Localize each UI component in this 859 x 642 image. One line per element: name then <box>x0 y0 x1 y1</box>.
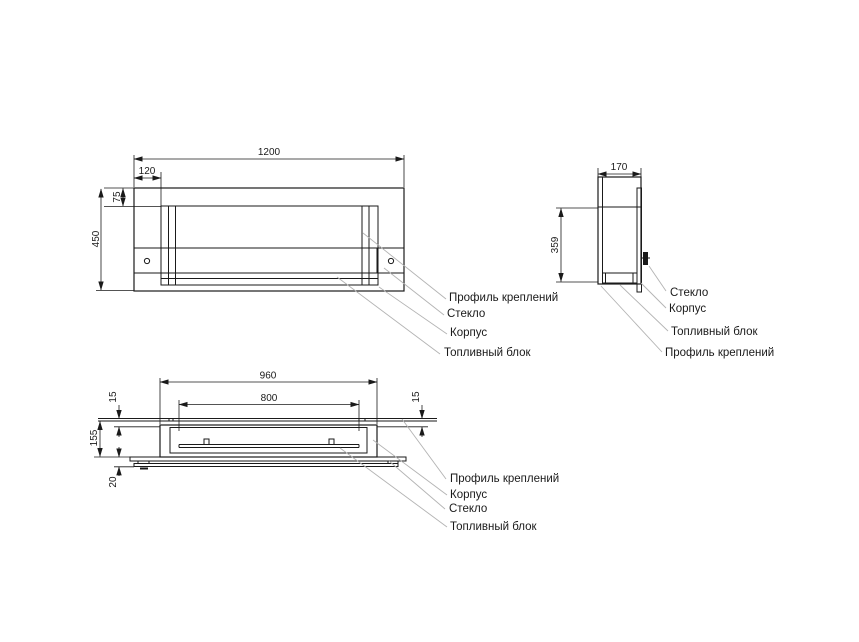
leader-line-glass <box>649 266 666 291</box>
dim-bottom-side-offset-left: 15 <box>108 391 119 403</box>
dim-side-depth: 170 <box>610 162 628 173</box>
side-fuel-block <box>603 273 638 283</box>
dim-bottom-side-offset-right: 15 <box>411 391 422 403</box>
bottom-callout-body: Корпус <box>450 489 488 501</box>
dim-front-height: 450 <box>91 230 102 248</box>
dim-front-top-inset: 75 <box>112 191 123 203</box>
leader-line-fuel-block <box>340 448 447 527</box>
dim-side-front-height: 359 <box>550 236 561 254</box>
side-callout-glass: Стекло <box>670 287 709 299</box>
front-callout-body: Корпус <box>450 327 488 339</box>
dim-front-width: 1200 <box>257 147 281 158</box>
mounting-hole-right <box>388 258 393 263</box>
leader-line-fuel-block <box>337 277 440 354</box>
bottom-callout-fuel-block: Топливный блок <box>450 521 537 533</box>
front-view <box>91 147 558 359</box>
front-callout-glass: Стекло <box>447 308 486 320</box>
side-callout-fuel-block: Топливный блок <box>671 326 758 338</box>
bottom-view <box>89 371 559 534</box>
front-mount-tab-left <box>134 248 161 273</box>
dim-bottom-depth: 155 <box>89 429 100 447</box>
front-mount-tab-right <box>377 248 404 273</box>
bottom-lower-bar <box>134 464 398 467</box>
front-body-outline <box>134 188 404 291</box>
burner-notch <box>329 439 334 445</box>
front-callout-profile: Профиль креплений <box>449 292 559 304</box>
bottom-glass-bar <box>130 457 406 461</box>
bottom-inner-outline <box>170 428 367 454</box>
side-body-outline <box>598 177 641 284</box>
leader-line-glass <box>389 461 445 509</box>
dim-bottom-burner-width: 800 <box>260 393 278 404</box>
bottom-callout-profile: Профиль креплений <box>450 473 560 485</box>
burner-notch <box>204 439 209 445</box>
dim-front-left-inset: 120 <box>138 166 156 177</box>
bottom-clip-mark <box>140 468 148 470</box>
dim-bottom-profile-width: 960 <box>259 370 277 382</box>
bottom-body-outline <box>160 425 377 457</box>
leader-line-body <box>641 283 666 308</box>
leader-line-body <box>373 440 447 495</box>
mounting-hole-left <box>144 258 149 263</box>
side-callout-body: Корпус <box>669 303 707 315</box>
front-callout-fuel-block: Топливный блок <box>444 347 531 359</box>
dim-bottom-front-offset: 20 <box>108 476 119 488</box>
side-view <box>550 162 774 359</box>
leader-line-fuel-block <box>620 285 668 331</box>
bottom-callout-glass: Стекло <box>449 503 488 515</box>
leader-line-profile <box>402 419 446 479</box>
side-callout-profile: Профиль креплений <box>665 347 775 359</box>
leader-line-body <box>379 287 447 334</box>
bottom-tab-left <box>138 461 149 464</box>
